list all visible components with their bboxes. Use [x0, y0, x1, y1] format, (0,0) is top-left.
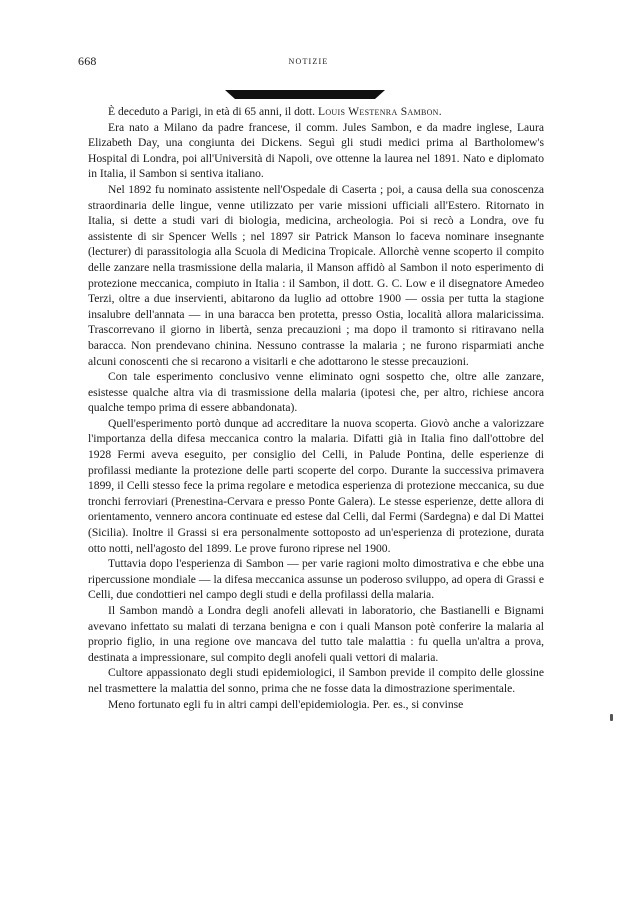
- paragraph: Meno fortunato egli fu in altri campi dell'epidemiologia. Per. es., si convinse: [108, 697, 464, 711]
- deceased-name: Louis Westenra Sambon.: [317, 105, 442, 118]
- running-head: NOTIZIE: [288, 57, 329, 66]
- scan-edge-mark: [610, 714, 613, 721]
- paragraph: Era nato a Milano da padre francese, il comm. Jules Sambon, e da madre inglese, Laura Elizabeth Day, una congiunta dei Dickens. Seguì gli studi medici prima al Bartholomew's Hospital di Londra, poi all'Università di Napoli, ove ottenne la laurea nel 1891. Nato e diplomato in Italia, il Sambon si sentiva italiano.: [88, 120, 544, 181]
- paragraph: Quell'esperimento portò dunque ad accreditare la nuova scoperta. Giovò anche a valorizzare l'importanza della difesa meccanica contro la malaria. Difatti già in Italia fino dall'ottobre del 1928 Fermi aveva eseguito, per consiglio del Celli, in Palude Pontina, delle esperienze di profilassi mediante la protezione delle parti scoperte del corpo. Durante la successiva primavera 1899, il Celli stesso fece la prima regolare e metodica esperienza di protezione meccanica, su due tronchi ferroviari (Prenestina-Cervara e presso Ponte Galera). Le stesse esperienze, dette allora di orientamento, vennero ancora continuate ed estese dal Celli, dal Fermi (Sardegna) e dal Di Mattei (Sicilia). Inoltre il Grassi si era personalmente sottoposto ad un'esperienza di protezione, durata otto notti, nell'agosto del 1899. Le prove furono riprese nel 1900.: [88, 416, 544, 555]
- paragraph: Tuttavia dopo l'esperienza di Sambon — per varie ragioni molto dimostrativa e che ebbe una ripercussione mondiale — la difesa meccanica assunse un poderoso sviluppo, ad opera di Grassi e Celli, due condottieri nel campo degli studi e della profilassi della malaria.: [88, 557, 544, 602]
- paragraph: Il Sambon mandò a Londra degli anofeli allevati in laboratorio, che Bastianelli e Bignami avevano infettato su malati di terzana benigna e con i quali Manson potè conferire la malaria al proprio figlio, in una regione ove mancava del tutto tale malattia : fu quella un'altra a prova, destinata a impressionare, sul compito degli anofeli quali vettori di malaria.: [88, 604, 544, 664]
- paragraph: Con tale esperimento conclusivo venne eliminato ogni sospetto che, oltre alle zanzare, esistesse qualche altra via di trasmissione della malaria (ipotesi che, per altro, richiese ancora qualche tempo prima di essere abbandonata).: [88, 370, 544, 415]
- mourning-rule: [225, 90, 385, 99]
- paragraph: Nel 1892 fu nominato assistente nell'Ospedale di Caserta ; poi, a causa della sua conoscenza straordinaria delle lingue, venne utilizzato per varie missioni ufficiali all'Estero. Ritornato in Italia, si dette a studi vari di biologia, medicina, archeologia. Poi si recò a Londra, ove fu assistente di sir Spencer Wells ; nel 1897 sir Patrick Manson lo faceva nominare insegnante (lecturer) di parassitologia alla Scuola di Medicina Tropicale. Allorchè venne scoperto il compito delle zanzare nella trasmissione della malaria, il Manson affidò al Sambon il noto esperimento di protezione meccanica, compiuto in Italia : il Sambon, il dott. G. C. Low e il disegnatore Amedeo Terzi, oltre a due inservienti, abitarono da luglio ad ottobre 1900 — ossia per tutta la stagione insalubre dell'annata — in una baracca ben protetta, presso Ostia, località allora malaricissima. Trascorrevano il giorno in libertà, senza precauzioni ; ma dopo il tramonto si ritiravano nella baracca. Non prendevano chinina. Nessuno contrasse la malaria ; ne furono risparmiati anche alcuni conoscenti che si recarono a visitarli e che adottarono le stesse precauzioni.: [88, 182, 544, 368]
- page-number: 668: [78, 54, 97, 68]
- opening-text: È deceduto a Parigi, in età di 65 anni, il dott.: [108, 105, 316, 118]
- article-body: [88, 104, 544, 712]
- opening-paragraph: [88, 104, 544, 120]
- paragraph: Cultore appassionato degli studi epidemiologici, il Sambon previde il compito delle glossine nel trasmettere la malattia del sonno, prima che ne fosse data la dimostrazione sperimentale.: [88, 666, 544, 695]
